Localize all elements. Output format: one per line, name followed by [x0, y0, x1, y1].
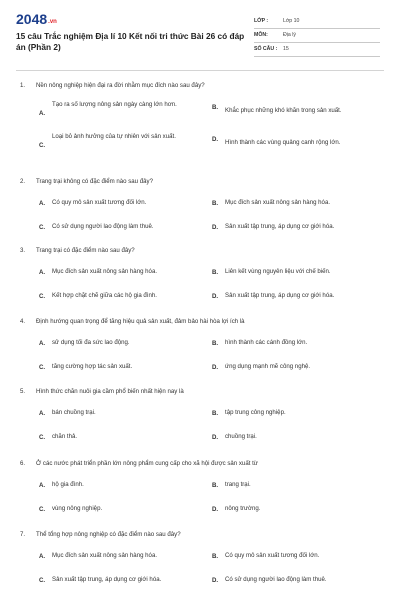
option-letter: D. — [212, 293, 219, 300]
question-text: Thể tổng hợp nông nghiệp có đặc điểm nào sau đây? — [36, 531, 181, 538]
question-stem — [20, 460, 382, 470]
document-title: 15 câu Trắc nghiệm Địa lí 10 Kết nối tri thức Bài 26 có đáp án (Phần 2) — [16, 31, 245, 52]
option-letter: A. — [39, 482, 46, 489]
option-text: trang trại. — [225, 481, 251, 488]
option-letter: D. — [212, 136, 219, 143]
question-stem — [20, 318, 382, 328]
option-letter: B. — [212, 410, 219, 417]
option-text: Có quy mô sản xuất tương đối lớn. — [52, 199, 147, 206]
option-text: Có sử dụng người lao động làm thuê. — [225, 576, 327, 583]
logo-brand: 2048 — [16, 11, 48, 27]
question-text: Trang trại không có đặc điểm nào sau đây? — [36, 178, 153, 185]
meta-value: Địa lý — [283, 32, 296, 38]
option-text: ứng dụng mạnh mẽ công nghệ. — [225, 363, 311, 370]
option-text: chuồng trại. — [225, 433, 257, 440]
question — [20, 318, 382, 371]
option-letter: C. — [39, 434, 46, 441]
option-letter: A. — [39, 269, 46, 276]
option-letter: B. — [212, 553, 219, 560]
question — [20, 247, 382, 300]
option-text: Sản xuất tập trung, áp dụng cơ giới hóa. — [52, 576, 162, 583]
option-text: hình thành các cánh đồng lớn. — [225, 339, 308, 346]
question-number: 1. — [20, 82, 26, 89]
question-stem — [20, 82, 382, 92]
option-text: chăn thả. — [52, 433, 78, 440]
option-text: nông trường. — [225, 505, 261, 512]
option-letter: A. — [39, 110, 46, 117]
option-letter: C. — [39, 142, 46, 149]
option-text: vùng nông nghiệp. — [52, 505, 103, 512]
option-letter: C. — [39, 577, 46, 584]
question-text: Nền nông nghiệp hiện đại ra đời nhằm mục đích nào sau đây? — [36, 82, 205, 89]
option-text: tập trung công nghiệp. — [225, 409, 286, 416]
meta-value: 15 — [283, 46, 289, 52]
option-letter: A. — [39, 410, 46, 417]
meta-row-grade — [254, 15, 380, 29]
meta-value: Lớp 10 — [283, 18, 300, 24]
question — [20, 178, 382, 231]
option-text: Sản xuất tập trung, áp dụng cơ giới hóa. — [225, 292, 335, 299]
question-text: Định hướng quan trọng để tăng hiệu quả sản xuất, đảm bảo hài hòa lợi ích là — [36, 318, 245, 325]
option-text: Mục đích sản xuất nông sản hàng hóa. — [225, 199, 331, 206]
page-header — [0, 0, 400, 64]
option-text: Mục đích sản xuất nông sản hàng hóa. — [52, 268, 158, 275]
meta-label: LỚP : — [254, 18, 269, 24]
option-letter: D. — [212, 364, 219, 371]
option-text: Tạo ra số lượng nông sản ngày càng lớn hơn. — [52, 101, 177, 108]
option-letter: B. — [212, 200, 219, 207]
option-text: hộ gia đình. — [52, 481, 84, 488]
option-text: bán chuồng trại. — [52, 409, 96, 416]
option-letter: C. — [39, 224, 46, 231]
question-stem — [20, 388, 382, 398]
option-letter: B. — [212, 269, 219, 276]
option-text: tăng cường hợp tác sản xuất. — [52, 363, 133, 370]
question-number: 4. — [20, 318, 26, 325]
option-letter: D. — [212, 224, 219, 231]
question — [20, 531, 382, 584]
option-text: Kết hợp chặt chẽ giữa các hộ gia đình. — [52, 292, 157, 299]
option-letter: C. — [39, 506, 46, 513]
question-number: 6. — [20, 460, 26, 467]
option-letter: D. — [212, 577, 219, 584]
question — [20, 460, 382, 513]
question-number: 5. — [20, 388, 26, 395]
question-number: 7. — [20, 531, 26, 538]
option-letter: A. — [39, 200, 46, 207]
option-text: sử dụng tối đa sức lao động. — [52, 339, 130, 346]
option-letter: C. — [39, 293, 46, 300]
question-number: 2. — [20, 178, 26, 185]
question-text: Ở các nước phát triển phần lớn nông phẩm cung cấp cho xã hội được sản xuất từ — [36, 460, 258, 467]
question-text: Hình thức chăn nuôi gia cầm phổ biến nhất hiện nay là — [36, 388, 184, 395]
question-number: 3. — [20, 247, 26, 254]
option-letter: A. — [39, 340, 46, 347]
option-text: Loại bỏ ảnh hưởng của tự nhiên với sản xuất. — [52, 133, 176, 140]
option-text: Có quy mô sản xuất tương đối lớn. — [225, 552, 320, 559]
question-stem — [20, 247, 382, 257]
question — [20, 82, 382, 149]
question-stem — [20, 178, 382, 188]
option-text: Khắc phục những khó khăn trong sản xuất. — [225, 107, 342, 114]
header-divider — [16, 70, 384, 71]
option-letter: A. — [39, 553, 46, 560]
meta-label: MÔN: — [254, 32, 268, 38]
site-logo[interactable] — [16, 11, 57, 27]
option-letter: B. — [212, 104, 219, 111]
option-letter: C. — [39, 364, 46, 371]
meta-label: SỐ CÂU : — [254, 46, 278, 52]
option-text: Liên kết vùng nguyên liệu với chế biến. — [225, 268, 331, 275]
question-text: Trang trại có đặc điểm nào sau đây? — [36, 247, 135, 254]
question — [20, 388, 382, 441]
meta-row-count — [254, 43, 380, 57]
option-letter: B. — [212, 482, 219, 489]
meta-row-subject — [254, 29, 380, 43]
logo-suffix: .vn — [48, 19, 57, 25]
option-text: Hình thành các vùng quảng canh rộng lớn. — [225, 139, 341, 146]
option-letter: D. — [212, 506, 219, 513]
option-letter: D. — [212, 434, 219, 441]
option-text: Có sử dụng người lao động làm thuê. — [52, 223, 154, 230]
question-stem — [20, 531, 382, 541]
option-text: Sản xuất tập trung, áp dụng cơ giới hóa. — [225, 223, 335, 230]
option-text: Mục đích sản xuất nông sản hàng hóa. — [52, 552, 158, 559]
document-meta — [254, 15, 380, 57]
option-letter: B. — [212, 340, 219, 347]
